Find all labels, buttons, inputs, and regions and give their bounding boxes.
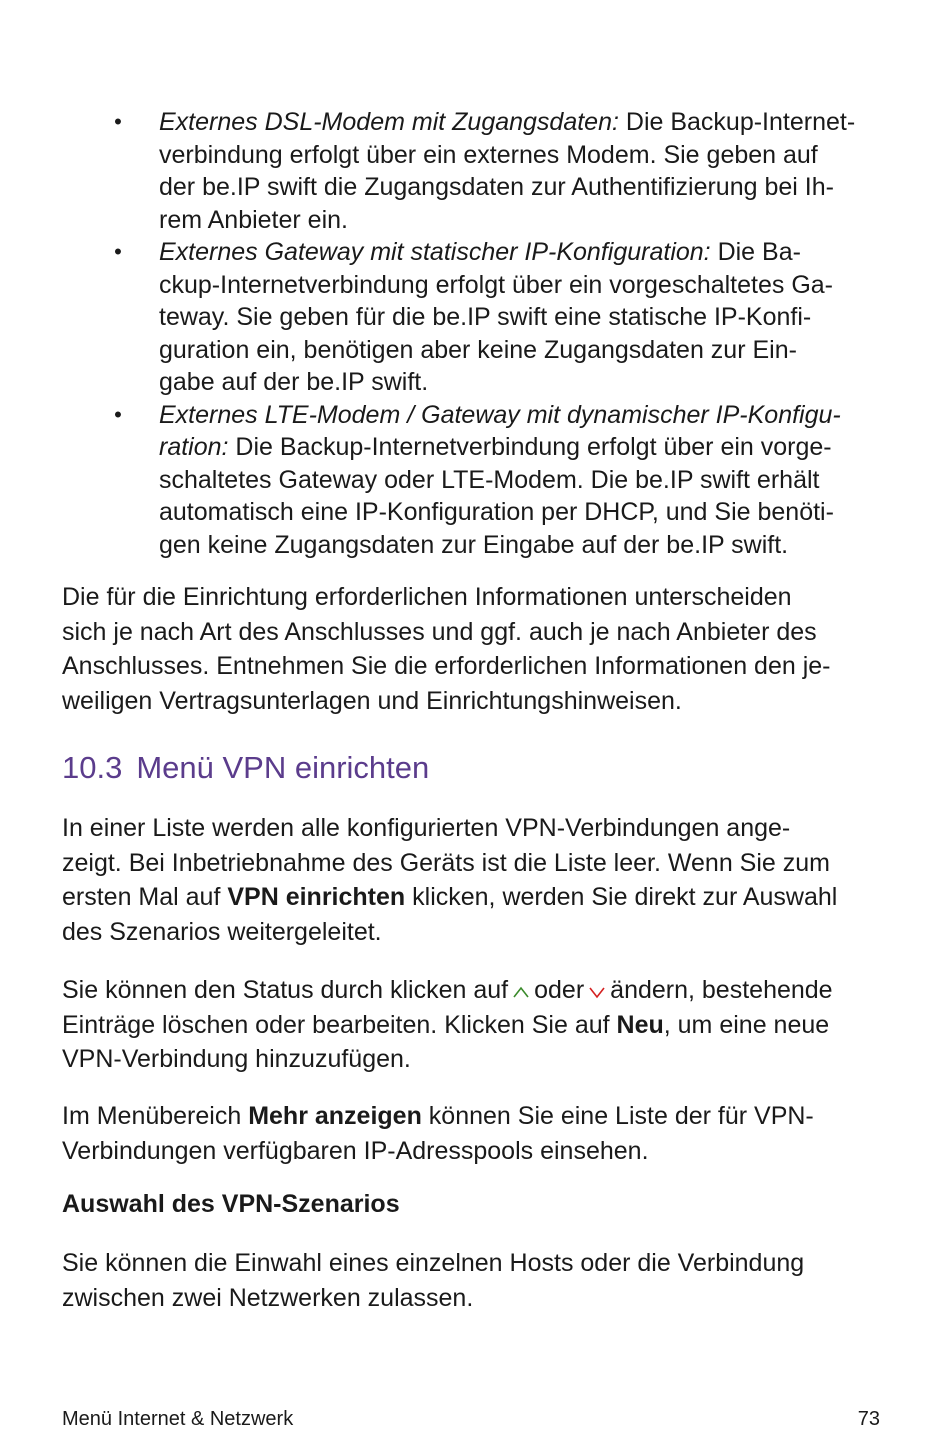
footer-page-number: 73 <box>857 1408 880 1430</box>
bullet-dot: • <box>114 239 122 264</box>
text-line: verbindung erfolgt über ein externes Modem. Sie geben auf <box>159 140 818 169</box>
text-line: der be.IP swift die Zugangsdaten zur Authentifizierung bei Ih- <box>159 173 834 201</box>
paragraph-info: Die für die Einrichtung erforderlichen Informationen unterscheiden sich je nach Art des Anschlusses und ggf. auch je nach Anbieter des Anschlusses. Entnehmen Sie die erforderlichen Informationen den je- weiligen Vertragsunterlagen und Einrichtungshinweisen. <box>62 583 831 715</box>
text-line: Externes Gateway mit statischer IP-Konfiguration: Die Ba- <box>159 238 801 266</box>
section-heading <box>62 750 429 786</box>
subheading: Auswahl des VPN-Szenarios <box>62 1190 400 1218</box>
section-title: Menü VPN einrichten <box>136 750 430 785</box>
text-line: rem Anbieter ein. <box>159 205 348 234</box>
bullet-dot: • <box>114 109 122 134</box>
list-item-text <box>159 106 892 236</box>
text-line: ration: Die Backup-Internetverbindung erfolgt über ein vorge- <box>159 433 832 461</box>
text-line: teway. Sie geben für die be.IP swift eine statische IP-Konfi- <box>159 303 812 331</box>
bullet-list <box>62 106 892 561</box>
bullet-dot: • <box>114 401 122 427</box>
text-line: ckup-Internetverbindung erfolgt über ein vorgeschaltetes Ga- <box>159 270 833 299</box>
section-number: 10.3 <box>62 750 123 785</box>
paragraph-more: Im Menübereich Mehr anzeigen können Sie eine Liste der für VPN- Verbindungen verfügbaren IP-Adresspools einsehen. <box>62 1102 814 1165</box>
chevron-up-icon <box>512 985 530 999</box>
chevron-down-icon <box>588 985 606 999</box>
list-item <box>62 106 892 236</box>
text-line: gen keine Zugangsdaten zur Eingabe auf der be.IP swift. <box>159 530 789 559</box>
text-line: Externes LTE-Modem / Gateway mit dynamischer IP-Konfigu- <box>159 400 841 429</box>
text-line: gabe auf der be.IP swift. <box>159 368 429 396</box>
text-line: guration ein, benötigen aber keine Zugangsdaten zur Ein- <box>159 335 797 364</box>
text-line: Externes DSL-Modem mit Zugangsdaten: Die Backup-Internet- <box>159 108 856 136</box>
paragraph-choice: Sie können die Einwahl eines einzelnen Hosts oder die Verbindung zwischen zwei Netzwerken zulassen. <box>62 1249 805 1312</box>
list-item <box>62 236 892 399</box>
list-item-text <box>159 236 892 399</box>
paragraph-status: Sie können den Status durch klicken auf oder ändern, bestehende Einträge löschen oder bearbeiten. Klicken Sie auf Neu, um eine neue VPN-Verbindung hinzuzufügen. <box>62 976 833 1073</box>
text-line: schaltetes Gateway oder LTE-Modem. Die be.IP swift erhält <box>159 465 820 494</box>
paragraph-vpn-list: In einer Liste werden alle konfigurierten VPN-Verbindungen ange- zeigt. Bei Inbetriebnahme des Geräts ist die Liste leer. Wenn Sie zum ersten Mal auf VPN einrichten klicken, werden Sie direkt zur Auswahl des Szenarios weitergeleitet. <box>62 814 838 946</box>
list-item <box>62 399 892 562</box>
list-item-text <box>159 399 892 562</box>
text-line: automatisch eine IP-Konfiguration per DHCP, und Sie benöti- <box>159 498 834 526</box>
footer-chapter: Menü Internet & Netzwerk <box>62 1408 294 1430</box>
